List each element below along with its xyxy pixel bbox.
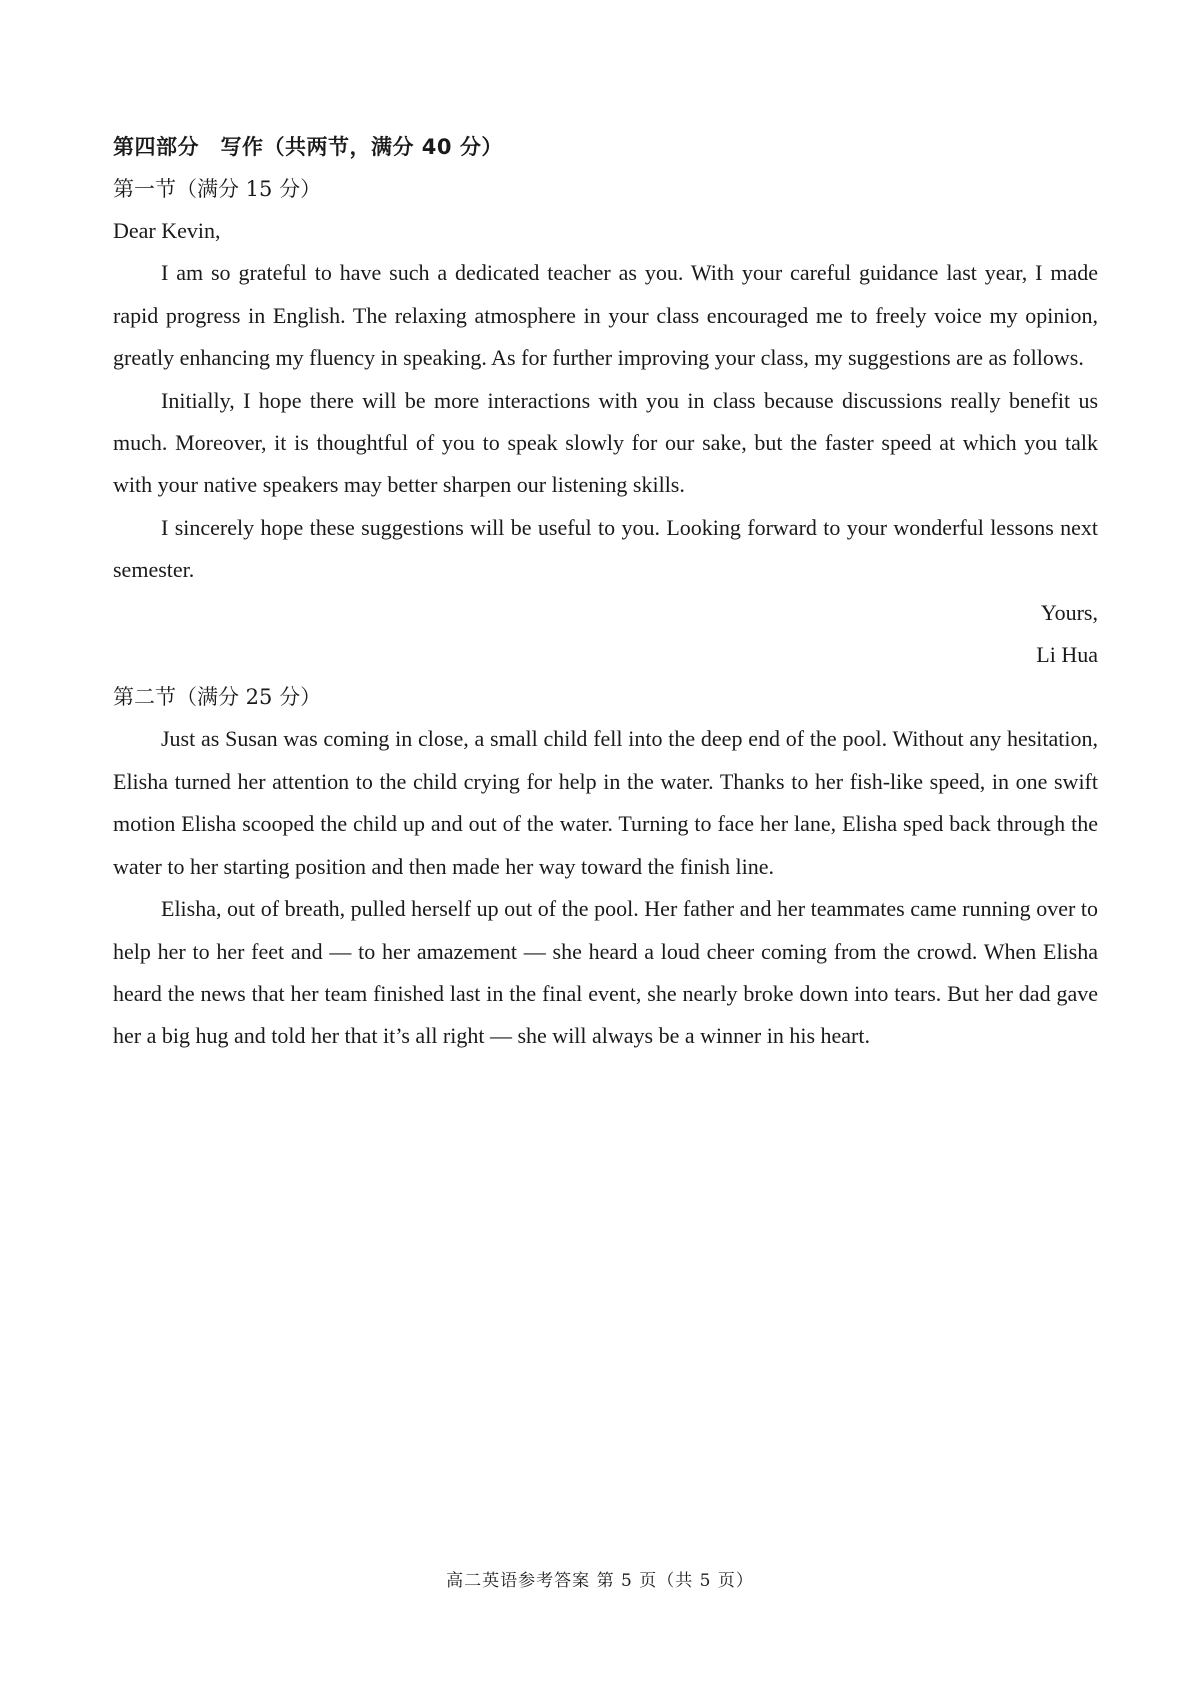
letter-closing: Yours, — [1040, 599, 1098, 625]
story-paragraph: Just as Susan was coming in close, a small child fell into the deep end of the pool. Without any hesitation, Elisha turned her attention to the child crying for help in the water. Thanks to her fish-like speed, in one swift motion Elisha scooped the child up and out of the water. Turning to face her lane, Elisha sped back through the water to her starting position and then made her way toward the finish line. — [113, 726, 1098, 879]
section-two — [113, 676, 1098, 1057]
section-two-title: 第二节（满分 25 分） — [113, 685, 322, 710]
part-title: 第四部分 写作（共两节，满分 40 分） — [113, 135, 503, 159]
letter-signature: Li Hua — [1036, 642, 1098, 668]
section-one — [113, 168, 1098, 676]
letter-salutation: Dear Kevin, — [113, 218, 221, 243]
story-paragraph: Elisha, out of breath, pulled herself up out of the pool. Her father and her teammates came running over to help her to her feet and — to her amazement — she heard a loud cheer coming from the crowd. When Elisha heard the news that her team finished last in the final event, she nearly broke down into tears. But her dad gave her a big hug and told her that it’s all right — she will always be a winner in his heart. — [113, 896, 1098, 1049]
section-one-title: 第一节（满分 15 分） — [113, 177, 322, 201]
letter-paragraph: I am so grateful to have such a dedicated teacher as you. With your careful guidance last year, I made rapid progress in English. The relaxing atmosphere in your class encouraged me to freely voice my opinion, greatly enhancing my fluency in speaking. As for further improving your class, my suggestions are as follows. — [113, 260, 1098, 371]
letter-paragraph: Initially, I hope there will be more interactions with you in class because discussions really benefit us much. Moreover, it is thoughtful of you to speak slowly for our sake, but the faster speed at which you talk with your native speakers may better sharpen our listening skills. — [113, 387, 1098, 498]
letter-paragraph: I sincerely hope these suggestions will be useful to you. Looking forward to your wonderful lessons next semester. — [113, 514, 1098, 583]
page-footer: 高二英语参考答案 第 5 页（共 5 页） — [446, 1571, 754, 1591]
answer-sheet-page — [113, 126, 1098, 1058]
